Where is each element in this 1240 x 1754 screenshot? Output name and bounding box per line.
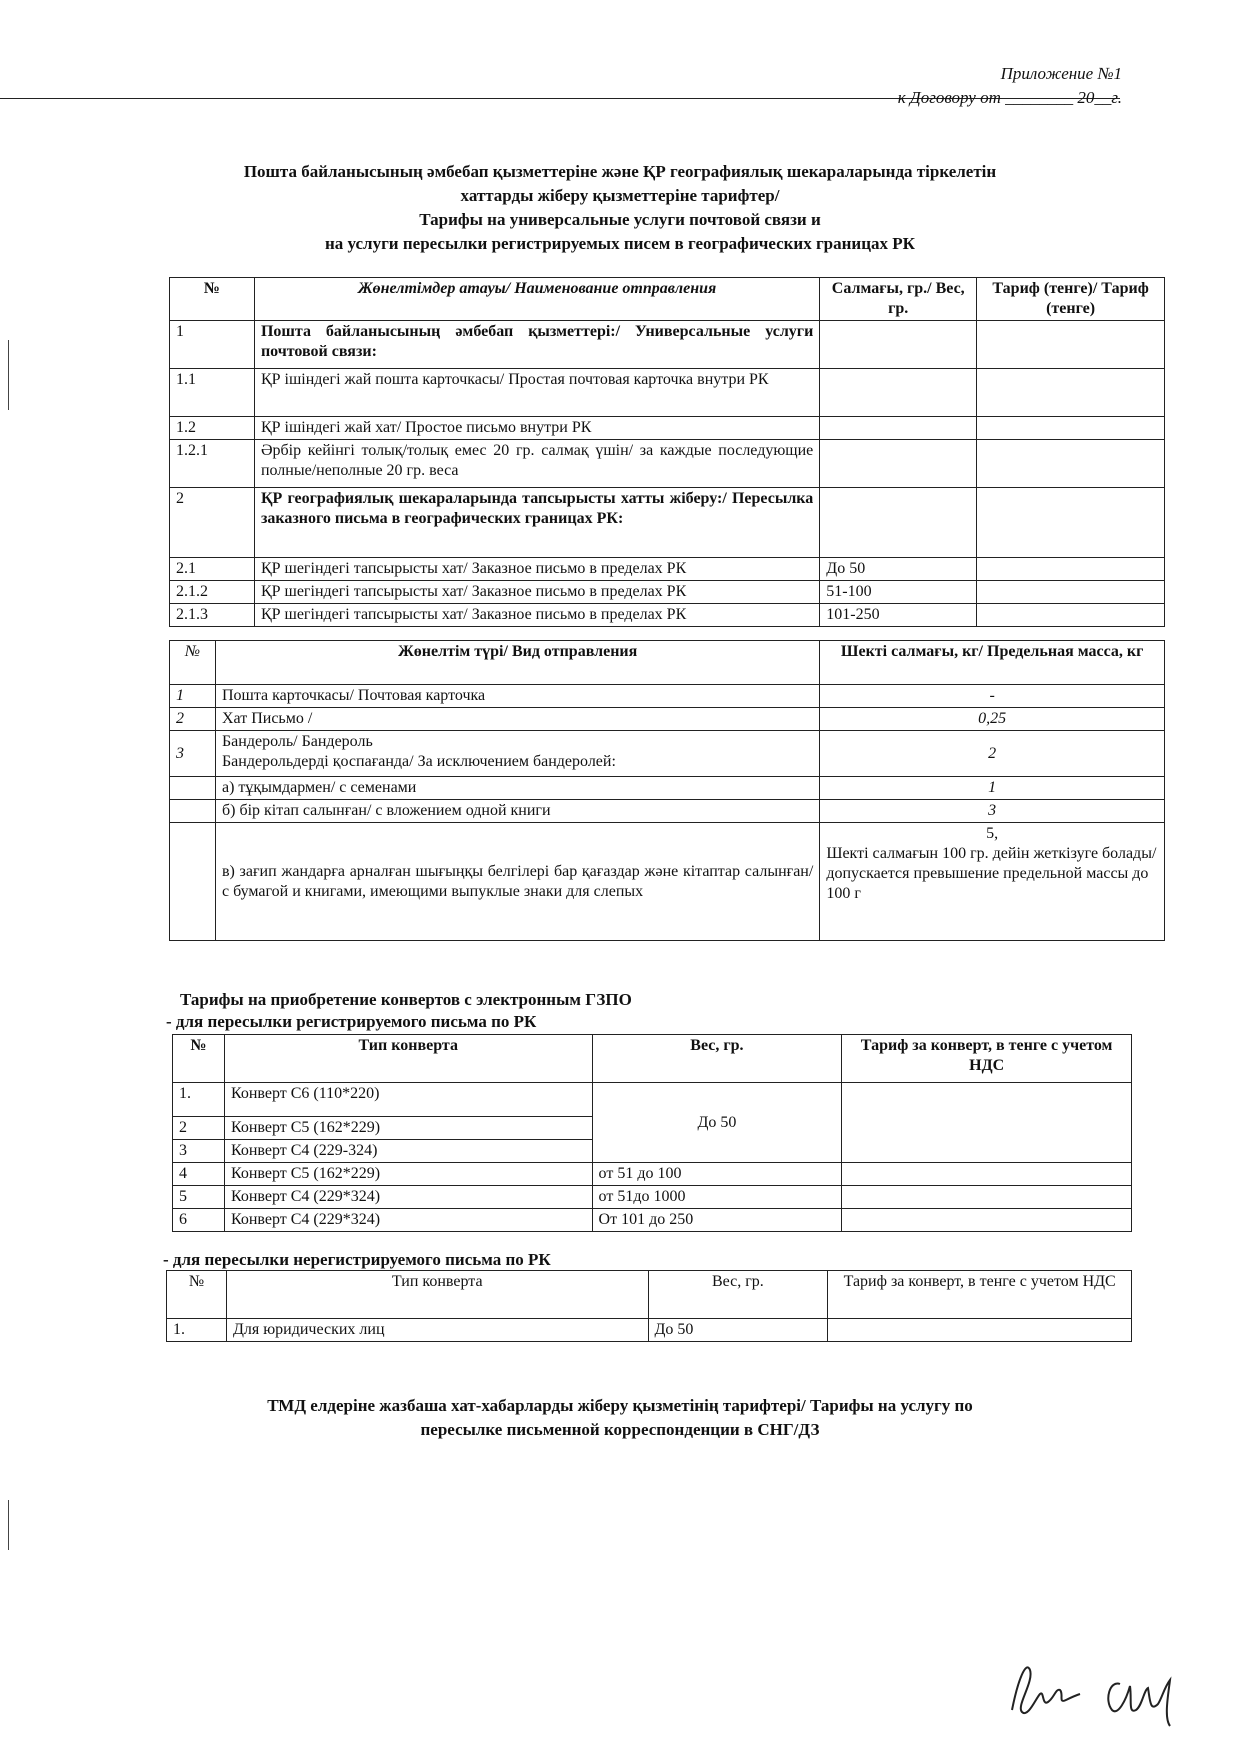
title-line: хаттарды жіберу қызметтеріне тарифтер/ xyxy=(460,186,780,205)
table-row xyxy=(167,1319,1132,1342)
envelopes-heading: Тарифы на приобретение конвертов с электронным ГЗПО xyxy=(180,990,632,1009)
envelope-tariff xyxy=(842,1209,1132,1232)
row-name: ҚР шегіндегі тапсырысты хат/ Заказное письмо в пределах РК xyxy=(254,581,819,604)
contract-reference: к Договору от ________ 20__г. xyxy=(897,88,1122,107)
row-name-line: Бандероль/ Бандероль xyxy=(221,733,373,750)
table-row xyxy=(170,604,1165,627)
row-weight xyxy=(820,440,977,488)
table-row xyxy=(170,440,1165,488)
column-header: № xyxy=(170,641,216,685)
cis-tariffs-title xyxy=(120,1394,1120,1442)
row-mass: 3 xyxy=(820,800,1165,823)
envelope-type: Конверт С4 (229*324) xyxy=(224,1209,592,1232)
row-name: Пошта карточкасы/ Почтовая карточка xyxy=(215,685,819,708)
envelope-type: Для юридических лиц xyxy=(226,1319,648,1342)
envelope-type: Конверт С4 (229*324) xyxy=(224,1186,592,1209)
table-row xyxy=(170,417,1165,440)
table-header-row xyxy=(167,1271,1132,1319)
column-header: Тариф (тенге)/ Тариф (тенге) xyxy=(977,278,1165,321)
envelope-tariff xyxy=(842,1163,1132,1186)
unregistered-envelopes-table xyxy=(166,1270,1132,1342)
row-mass: 1 xyxy=(820,777,1165,800)
max-mass-table xyxy=(169,640,1165,941)
column-header: Тип конверта xyxy=(226,1271,648,1319)
envelope-type: Конверт С5 (162*229) xyxy=(224,1163,592,1186)
row-tariff xyxy=(977,321,1165,369)
row-name: Хат Письмо / xyxy=(215,708,819,731)
row-weight xyxy=(820,488,977,558)
row-mass xyxy=(820,823,1165,941)
row-number: 2 xyxy=(170,488,255,558)
column-header: Шекті салмағы, кг/ Предельная масса, кг xyxy=(820,641,1165,685)
envelope-weight: От 101 до 250 xyxy=(592,1209,842,1232)
title-line: Тарифы на универсальные услуги почтовой связи и xyxy=(419,210,821,229)
column-header: Тариф за конверт, в тенге с учетом НДС xyxy=(842,1035,1132,1083)
row-name-line: Бандерольдерді қоспағанда/ За исключением бандеролей: xyxy=(221,753,616,770)
row-number: 2 xyxy=(170,708,216,731)
row-name: в) зағип жандарға арналған шығыңқы белгілері бар қағаздар және кітаптар салынған/ с бумагой и книгами, имеющими выпуклые знаки для слепых xyxy=(215,823,819,941)
table-row xyxy=(170,321,1165,369)
universal-services-table xyxy=(169,277,1165,627)
row-name: ҚР географиялық шекараларында тапсырысты хатты жіберу:/ Пересылка заказного письма в географических границах РК: xyxy=(254,488,819,558)
row-number: 1. xyxy=(173,1083,225,1117)
appendix-label: Приложение №1 xyxy=(1000,64,1122,83)
mass-value: 5, xyxy=(986,825,999,842)
table-row xyxy=(170,777,1165,800)
mass-note: Шекті салмағын 100 гр. дейін жеткізуге болады/ допускается превышение предельной массы до 100 г xyxy=(826,845,1157,902)
row-number: 1. xyxy=(167,1319,227,1342)
row-name: а) тұқымдармен/ с семенами xyxy=(215,777,819,800)
row-name: б) бір кітап салынған/ с вложением одной книги xyxy=(215,800,819,823)
table-row xyxy=(170,685,1165,708)
row-number: 2.1.3 xyxy=(170,604,255,627)
row-number: 2 xyxy=(173,1117,225,1140)
row-weight xyxy=(820,321,977,369)
column-header: № xyxy=(170,278,255,321)
envelope-tariff xyxy=(842,1186,1132,1209)
row-tariff xyxy=(977,488,1165,558)
table-row xyxy=(170,708,1165,731)
table-header-row xyxy=(170,278,1165,321)
row-number: 1 xyxy=(170,685,216,708)
title-line: пересылке письменной корреспонденции в СНГ/ДЗ xyxy=(420,1420,820,1439)
envelope-type: Конверт С5 (162*229) xyxy=(224,1117,592,1140)
column-header: № xyxy=(167,1271,227,1319)
envelope-tariff xyxy=(842,1083,1132,1163)
row-tariff xyxy=(977,417,1165,440)
row-name: Әрбір кейінгі толық/толық емес 20 гр. салмақ үшін/ за каждые последующие полные/неполные 20 гр. веса xyxy=(254,440,819,488)
row-mass: - xyxy=(820,685,1165,708)
row-tariff xyxy=(977,369,1165,417)
column-header: Салмағы, гр./ Вес, гр. xyxy=(820,278,977,321)
row-name: Пошта байланысының әмбебап қызметтері:/ Универсальные услуги почтовой связи: xyxy=(254,321,819,369)
column-header: № xyxy=(173,1035,225,1083)
row-mass: 0,25 xyxy=(820,708,1165,731)
table-row xyxy=(170,369,1165,417)
document-title xyxy=(100,160,1140,256)
envelope-type: Конверт С6 (110*220) xyxy=(224,1083,592,1117)
column-header: Жөнелтімдер атауы/ Наименование отправления xyxy=(254,278,819,321)
row-number: 2.1 xyxy=(170,558,255,581)
row-name: ҚР шегіндегі тапсырысты хат/ Заказное письмо в пределах РК xyxy=(254,558,819,581)
row-tariff xyxy=(977,558,1165,581)
row-tariff xyxy=(977,581,1165,604)
table-row xyxy=(173,1163,1132,1186)
scan-edge-mark xyxy=(8,1500,9,1550)
row-name: ҚР ішіндегі жай хат/ Простое письмо внутри РК xyxy=(254,417,819,440)
row-tariff xyxy=(977,440,1165,488)
row-name xyxy=(215,731,819,777)
row-weight: 101-250 xyxy=(820,604,977,627)
column-header: Вес, гр. xyxy=(592,1035,842,1083)
signature-image xyxy=(1000,1640,1200,1730)
row-number xyxy=(170,823,216,941)
table-row xyxy=(170,800,1165,823)
table-row xyxy=(170,823,1165,941)
row-mass: 2 xyxy=(820,731,1165,777)
title-line: ТМД елдеріне жазбаша хат-хабарларды жіберу қызметінің тарифтері/ Тарифы на услугу по xyxy=(267,1396,973,1415)
unregistered-subheading: - для пересылки нерегистрируемого письма по РК xyxy=(163,1250,551,1269)
envelope-weight: До 50 xyxy=(648,1319,828,1342)
row-number: 3 xyxy=(173,1140,225,1163)
envelope-weight: от 51 до 100 xyxy=(592,1163,842,1186)
scan-edge-mark xyxy=(8,340,9,410)
row-weight xyxy=(820,417,977,440)
row-name: ҚР шегіндегі тапсырысты хат/ Заказное письмо в пределах РК xyxy=(254,604,819,627)
row-number: 4 xyxy=(173,1163,225,1186)
row-number: 1.2 xyxy=(170,417,255,440)
row-number: 1.1 xyxy=(170,369,255,417)
registered-envelopes-table xyxy=(172,1034,1132,1232)
envelope-weight: До 50 xyxy=(592,1083,842,1163)
row-number: 2.1.2 xyxy=(170,581,255,604)
table-row xyxy=(170,558,1165,581)
table-row xyxy=(173,1209,1132,1232)
row-weight: 51-100 xyxy=(820,581,977,604)
table-header-row xyxy=(170,641,1165,685)
column-header: Тип конверта xyxy=(224,1035,592,1083)
row-weight: До 50 xyxy=(820,558,977,581)
row-name: ҚР ішіндегі жай пошта карточкасы/ Простая почтовая карточка внутри РК xyxy=(254,369,819,417)
row-number xyxy=(170,800,216,823)
table-row xyxy=(173,1186,1132,1209)
envelope-weight: от 51до 1000 xyxy=(592,1186,842,1209)
row-number: 5 xyxy=(173,1186,225,1209)
table-row xyxy=(170,488,1165,558)
title-line: на услуги пересылки регистрируемых писем в географических границах РК xyxy=(324,234,915,253)
row-number: 1.2.1 xyxy=(170,440,255,488)
table-row xyxy=(170,731,1165,777)
envelope-type: Конверт С4 (229-324) xyxy=(224,1140,592,1163)
table-header-row xyxy=(173,1035,1132,1083)
row-number: 1 xyxy=(170,321,255,369)
table-row xyxy=(170,581,1165,604)
row-tariff xyxy=(977,604,1165,627)
row-number: 6 xyxy=(173,1209,225,1232)
row-number xyxy=(170,777,216,800)
title-line: Пошта байланысының әмбебап қызметтеріне және ҚР географиялық шекараларында тіркелетін xyxy=(243,162,997,181)
table-row xyxy=(173,1083,1132,1117)
row-number: 3 xyxy=(170,731,216,777)
envelope-tariff xyxy=(828,1319,1132,1342)
row-weight xyxy=(820,369,977,417)
column-header: Тариф за конверт, в тенге с учетом НДС xyxy=(828,1271,1132,1319)
registered-subheading: - для пересылки регистрируемого письма по РК xyxy=(166,1012,537,1031)
column-header: Вес, гр. xyxy=(648,1271,828,1319)
column-header: Жөнелтім түрі/ Вид отправления xyxy=(215,641,819,685)
